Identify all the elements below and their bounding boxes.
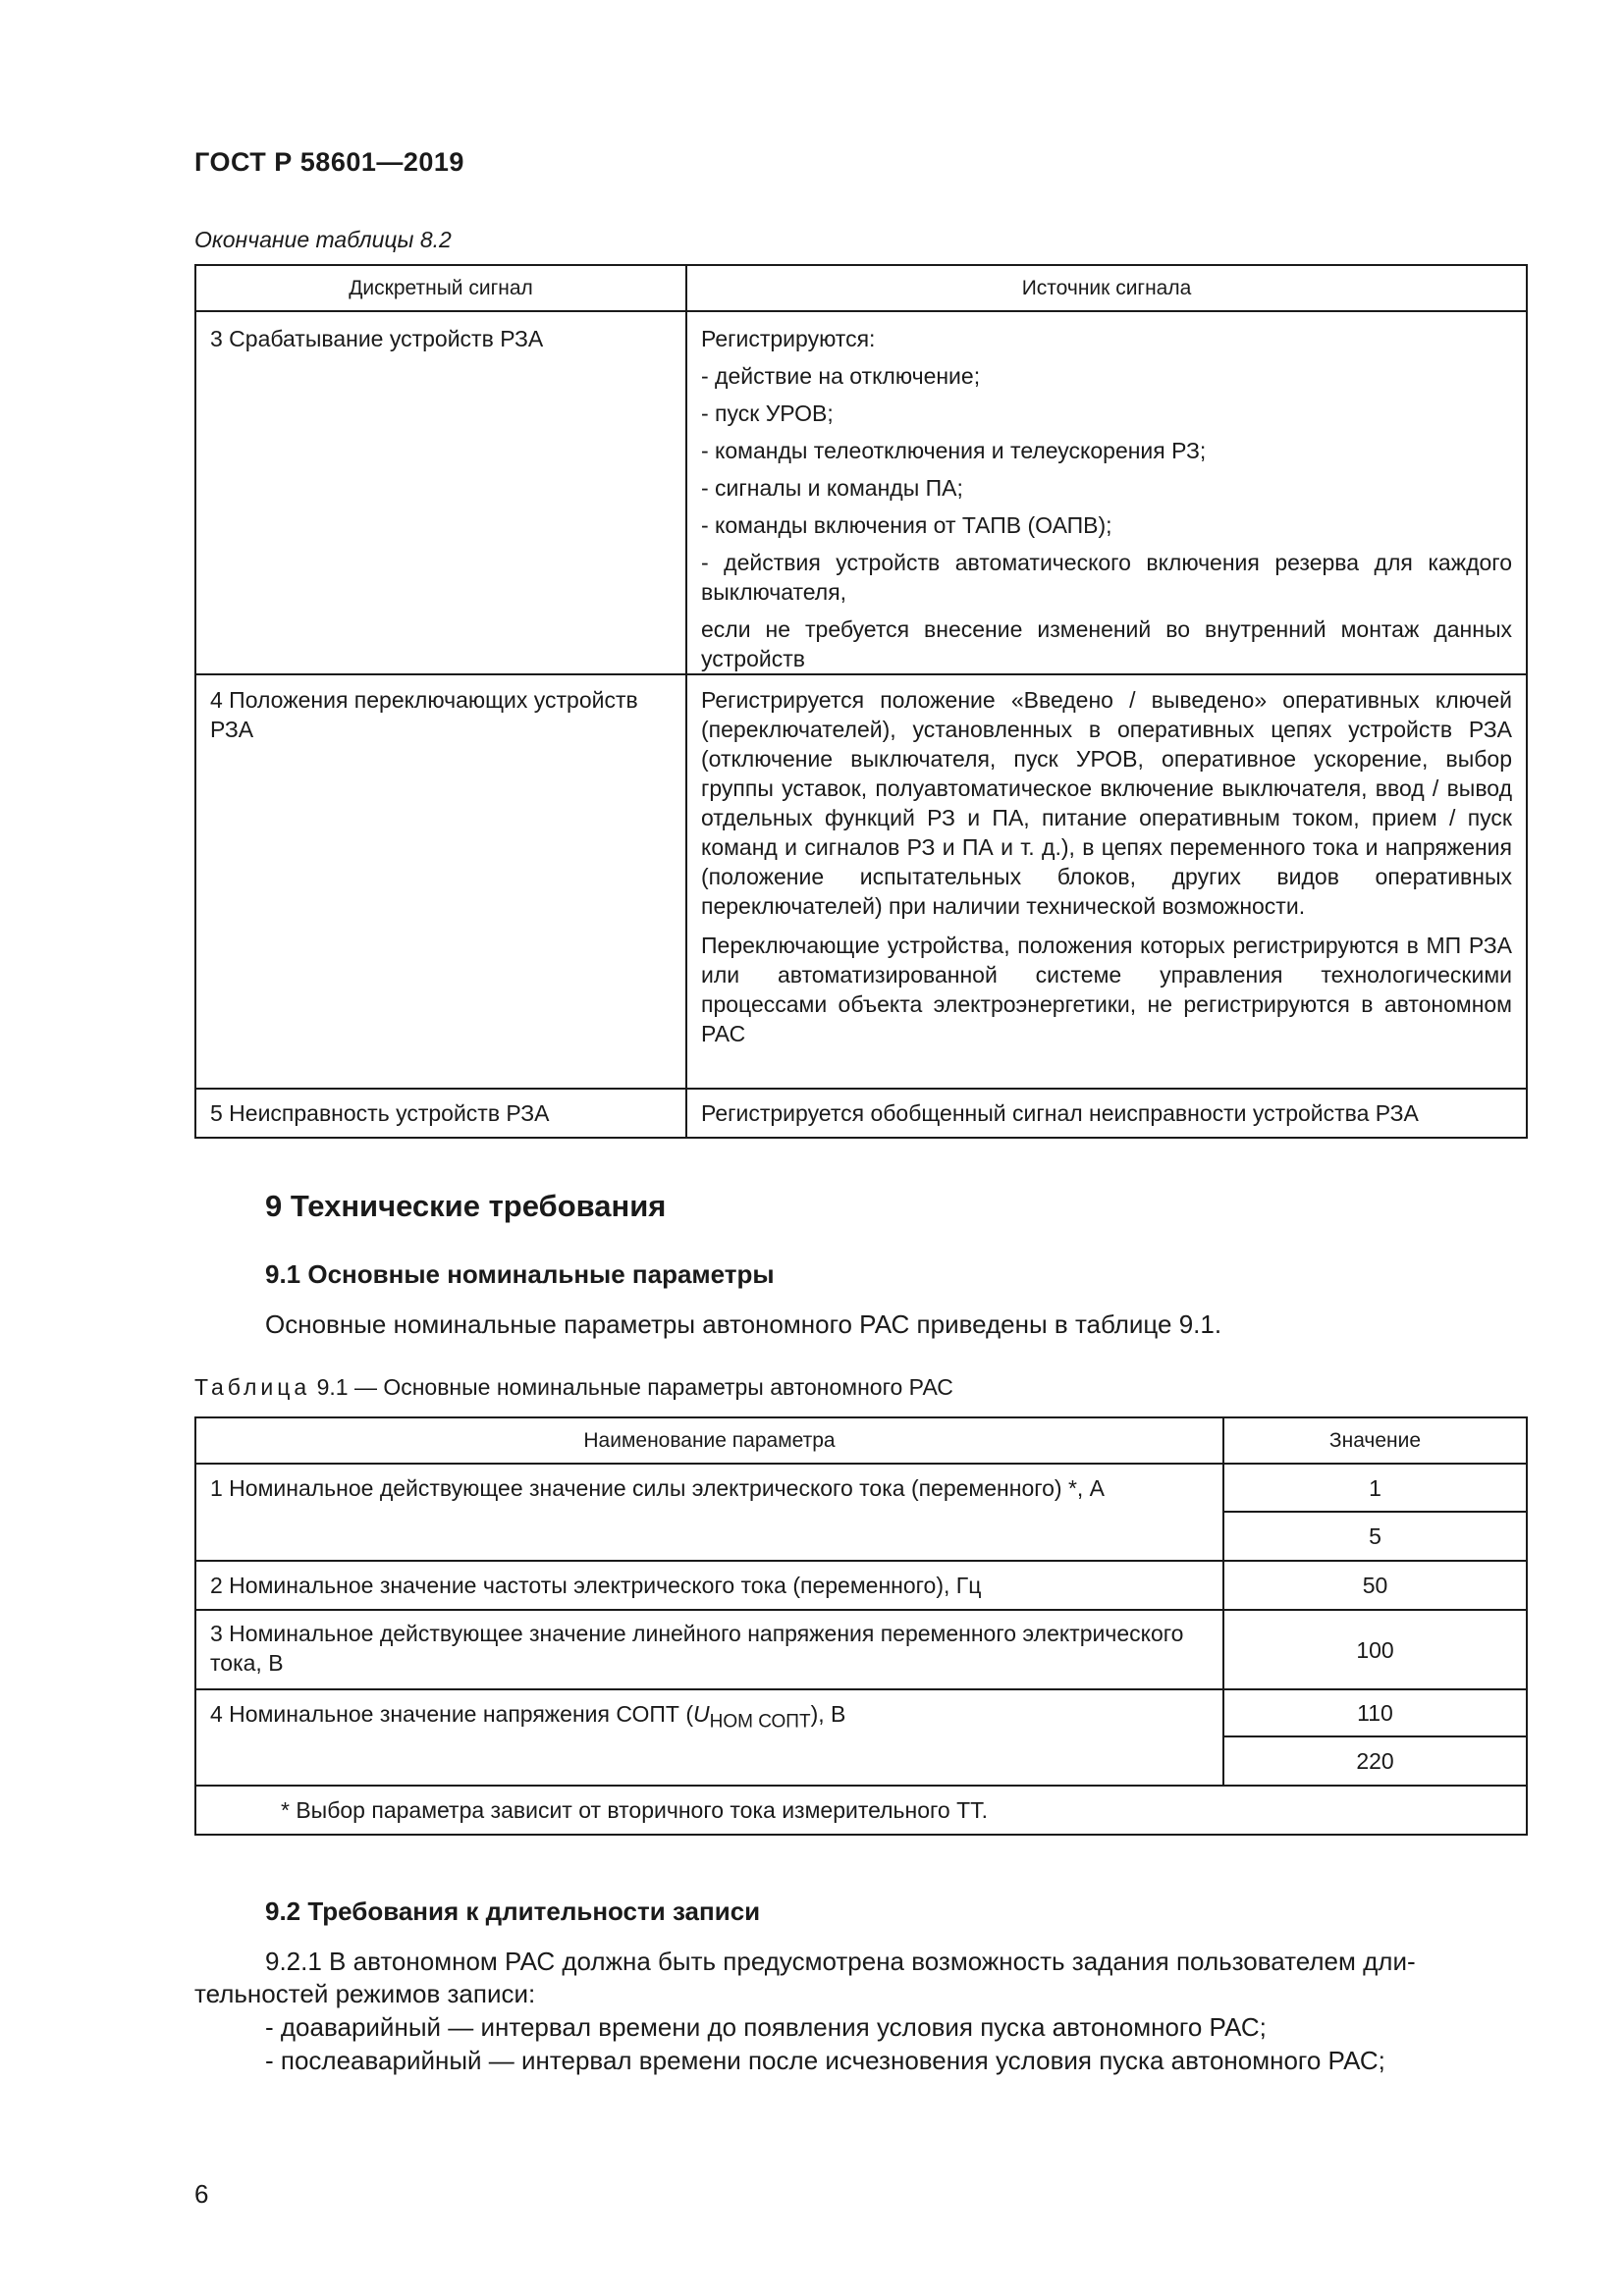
source-line: - команды телеотключения и телеускорения РЗ; (701, 438, 1207, 463)
param-name (195, 1689, 1223, 1786)
table-row (195, 1464, 1527, 1512)
list-item: - послеаварийный — интервал времени после исчезновения условия пуска автономного РАС; (265, 2046, 1385, 2075)
column-header: Источник сигнала (686, 265, 1527, 311)
page-number: 6 (194, 2179, 209, 2209)
subsection-title: 9.2 Требования к длительности записи (265, 1896, 761, 1926)
signal-cell: 3 Срабатывание устройств РЗА (195, 311, 686, 674)
param-value: 1 (1223, 1464, 1527, 1512)
table-continuation-caption: Окончание таблицы 8.2 (194, 227, 452, 252)
table-footnote: * Выбор параметра зависит от вторичного тока измерительного ТТ. (195, 1786, 1527, 1835)
table-caption-label: Таблица (194, 1374, 311, 1400)
source-line: Регистрируется обобщенный сигнал неисправности устройства РЗА (701, 1100, 1419, 1126)
source-paragraph: Регистрируется положение «Введено / выведено» оперативных ключей (переключателей), установленных в оперативных цепях устройств РЗА (отключение выключателя, пуск УРОВ, оперативное ускорение, выбор группы уставок, полуавтоматическое включение выключателя, ввод / вывод отдельных функций РЗ и ПА, питание оперативным током, прием / пуск команд и сигналов РЗ и ПА и т. д.), в цепях переменного тока и напряжения (положение испытательных блоков, других видов оперативных переключателей) при наличии технической возможности. (701, 687, 1512, 919)
param-value: 100 (1223, 1610, 1527, 1689)
source-cell (686, 674, 1527, 1089)
param-name-subscript: НОМ СОПТ (709, 1711, 811, 1733)
source-cell (686, 311, 1527, 674)
table-row (195, 1610, 1527, 1689)
param-name-symbol: U (692, 1701, 710, 1727)
param-name-prefix: 4 Номинальное значение напряжения СОПТ ( (210, 1701, 693, 1727)
column-header: Значение (1223, 1417, 1527, 1464)
source-line: - пуск УРОВ; (701, 400, 834, 426)
table-9-1 (194, 1416, 1528, 1836)
paragraph-line: 9.2.1 В автономном РАС должна быть предусмотрена возможность задания пользователем дли- (265, 1947, 1416, 1976)
table-row (195, 1089, 1527, 1138)
source-cell (686, 1089, 1527, 1138)
table-caption (194, 1374, 953, 1401)
source-paragraph: Переключающие устройства, положения которых регистрируются в МП РЗА или автоматизированной системе управления технологическими процессами объекта электроэнергетики, не регистрируются в автономном РАС (701, 933, 1512, 1046)
table-footnote-row (195, 1786, 1527, 1835)
source-line: Регистрируются: (701, 326, 876, 351)
param-name: 2 Номинальное значение частоты электрического тока (переменного), Гц (195, 1561, 1223, 1610)
subsection-title: 9.1 Основные номинальные параметры (265, 1259, 775, 1289)
section-title: 9 Технические требования (265, 1189, 667, 1223)
intro-paragraph: Основные номинальные параметры автономного РАС приведены в таблице 9.1. (265, 1309, 1222, 1339)
table-row (195, 1561, 1527, 1610)
column-header: Дискретный сигнал (195, 265, 686, 311)
table-caption-text: 9.1 — Основные номинальные параметры автономного РАС (310, 1374, 953, 1400)
param-value: 110 (1223, 1689, 1527, 1736)
param-name: 3 Номинальное действующее значение линейного напряжения переменного электрического тока, В (195, 1610, 1223, 1689)
source-line: - действия устройств автоматического включения резерва для каждого выключателя, (701, 550, 1512, 605)
param-name: 1 Номинальное действующее значение силы электрического тока (переменного) *, А (195, 1464, 1223, 1561)
column-header: Наименование параметра (195, 1417, 1223, 1464)
paragraph-9-2-1 (265, 1947, 1526, 1977)
signal-cell: 5 Неисправность устройств РЗА (195, 1089, 686, 1138)
param-value: 50 (1223, 1561, 1527, 1610)
standard-header: ГОСТ Р 58601—2019 (194, 147, 464, 177)
paragraph-line: тельностей режимов записи: (194, 1979, 536, 2008)
table-row (195, 674, 1527, 1089)
source-line: - сигналы и команды ПА; (701, 475, 963, 501)
source-line: если не требуется внесение изменений во внутренний монтаж данных устройств (701, 616, 1512, 671)
table-row (195, 311, 1527, 674)
table-row (195, 1689, 1527, 1736)
source-line: - действие на отключение; (701, 363, 981, 389)
source-line: - команды включения от ТАПВ (ОАПВ); (701, 512, 1112, 538)
param-value: 5 (1223, 1512, 1527, 1561)
param-value: 220 (1223, 1736, 1527, 1786)
param-name-suffix: ), В (810, 1701, 846, 1727)
table-8-2 (194, 264, 1528, 1139)
signal-cell: 4 Положения переключающих устройств РЗА (195, 674, 686, 1089)
list-item: - доаварийный — интервал времени до появления условия пуска автономного РАС; (265, 2012, 1267, 2042)
